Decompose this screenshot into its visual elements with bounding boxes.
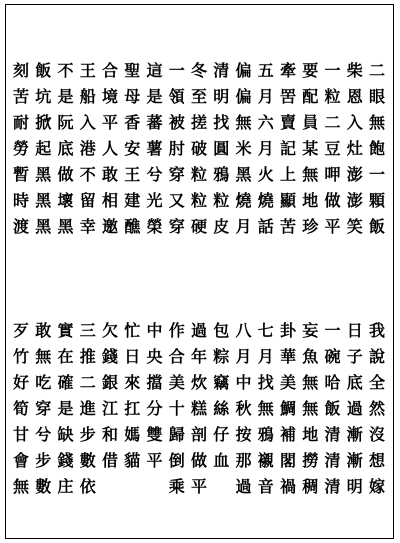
character: 禍 bbox=[279, 477, 296, 496]
character: 在 bbox=[57, 347, 74, 366]
character: 恩 bbox=[346, 87, 363, 106]
character: 粽 bbox=[213, 347, 230, 366]
character: 確 bbox=[57, 373, 74, 392]
character: 依 bbox=[79, 477, 96, 496]
character: 敢 bbox=[35, 321, 52, 340]
character: 中 bbox=[235, 373, 252, 392]
character: 黑 bbox=[57, 217, 74, 236]
character: 渡 bbox=[12, 217, 29, 236]
character: 中 bbox=[146, 321, 163, 340]
character: 缺 bbox=[57, 425, 74, 444]
character: 阮 bbox=[57, 113, 74, 132]
character: 清 bbox=[324, 451, 341, 470]
character: 碗 bbox=[324, 347, 341, 366]
character: 搓 bbox=[190, 113, 207, 132]
text-column bbox=[301, 58, 319, 240]
character: 話 bbox=[257, 217, 274, 236]
text-column bbox=[346, 58, 364, 240]
character: 平 bbox=[190, 477, 207, 496]
character: 底 bbox=[346, 373, 363, 392]
character: 呷 bbox=[324, 165, 341, 184]
character: 二 bbox=[79, 373, 96, 392]
character: 日 bbox=[124, 347, 141, 366]
character: 敢 bbox=[101, 165, 118, 184]
character: 數 bbox=[79, 451, 96, 470]
character: 無 bbox=[302, 399, 319, 418]
text-column bbox=[257, 318, 275, 500]
character: 襯 bbox=[257, 451, 274, 470]
character: 分 bbox=[146, 399, 163, 418]
character: 媽 bbox=[124, 425, 141, 444]
character: 想 bbox=[368, 451, 385, 470]
text-column bbox=[212, 58, 230, 240]
character: 米 bbox=[235, 139, 252, 158]
text-column bbox=[79, 58, 97, 240]
character: 平 bbox=[324, 217, 341, 236]
character: 配 bbox=[302, 87, 319, 106]
character: 粒 bbox=[213, 191, 230, 210]
character: 飯 bbox=[35, 61, 52, 80]
character: 港 bbox=[79, 139, 96, 158]
character: 幸 bbox=[79, 217, 96, 236]
character: 妄 bbox=[302, 321, 319, 340]
character: 人 bbox=[101, 139, 118, 158]
character: 飽 bbox=[368, 139, 385, 158]
character: 聖 bbox=[124, 61, 141, 80]
character: 作 bbox=[168, 321, 185, 340]
character: 二 bbox=[324, 113, 341, 132]
character: 掀 bbox=[35, 113, 52, 132]
character: 實 bbox=[57, 321, 74, 340]
character: 是 bbox=[57, 399, 74, 418]
text-column bbox=[279, 318, 297, 500]
character: 柴 bbox=[346, 61, 363, 80]
character: 平 bbox=[146, 451, 163, 470]
character: 粒 bbox=[190, 191, 207, 210]
character: 漸 bbox=[346, 425, 363, 444]
character: 魚 bbox=[302, 347, 319, 366]
character: 借 bbox=[101, 451, 118, 470]
character: 苦 bbox=[279, 217, 296, 236]
character: 清 bbox=[324, 425, 341, 444]
character: 好 bbox=[12, 373, 29, 392]
character: 我 bbox=[368, 321, 385, 340]
text-column bbox=[34, 318, 52, 500]
text-column bbox=[368, 58, 386, 240]
text-column bbox=[324, 318, 342, 500]
character: 十 bbox=[168, 399, 185, 418]
character: 過 bbox=[235, 477, 252, 496]
character: 顆 bbox=[368, 191, 385, 210]
character: 建 bbox=[124, 191, 141, 210]
character: 進 bbox=[79, 399, 96, 418]
text-column bbox=[324, 58, 342, 240]
character: 黑 bbox=[235, 165, 252, 184]
character: 上 bbox=[279, 165, 296, 184]
character: 領 bbox=[168, 87, 185, 106]
character: 無 bbox=[35, 347, 52, 366]
character: 筍 bbox=[12, 399, 29, 418]
character: 王 bbox=[124, 165, 141, 184]
character: 入 bbox=[79, 113, 96, 132]
character: 五 bbox=[257, 61, 274, 80]
character: 乘 bbox=[168, 477, 185, 496]
character: 和 bbox=[101, 425, 118, 444]
character: 澎 bbox=[346, 165, 363, 184]
character: 一 bbox=[324, 61, 341, 80]
text-column bbox=[368, 318, 386, 500]
character: 黑 bbox=[35, 191, 52, 210]
character: 一 bbox=[324, 321, 341, 340]
character: 穿 bbox=[35, 399, 52, 418]
character: 閣 bbox=[279, 451, 296, 470]
text-column bbox=[235, 58, 253, 240]
character: 卦 bbox=[279, 321, 296, 340]
character: 糕 bbox=[190, 399, 207, 418]
character: 笑 bbox=[346, 217, 363, 236]
text-column bbox=[235, 318, 253, 500]
character: 光 bbox=[146, 191, 163, 210]
character: 粒 bbox=[190, 165, 207, 184]
character: 冬 bbox=[190, 61, 207, 80]
character: 月 bbox=[235, 347, 252, 366]
character: 要 bbox=[302, 61, 319, 80]
character: 仔 bbox=[213, 425, 230, 444]
character: 安 bbox=[124, 139, 141, 158]
character: 平 bbox=[101, 113, 118, 132]
character: 罟 bbox=[279, 87, 296, 106]
character: 肘 bbox=[168, 139, 185, 158]
character: 澎 bbox=[346, 191, 363, 210]
character: 破 bbox=[190, 139, 207, 158]
character: 清 bbox=[324, 477, 341, 496]
character: 步 bbox=[35, 451, 52, 470]
character: 粒 bbox=[324, 87, 341, 106]
text-column bbox=[146, 58, 164, 240]
character: 清 bbox=[213, 61, 230, 80]
character: 擋 bbox=[146, 373, 163, 392]
character: 偏 bbox=[235, 87, 252, 106]
character: 鴉 bbox=[257, 425, 274, 444]
character: 找 bbox=[257, 373, 274, 392]
character: 找 bbox=[213, 113, 230, 132]
character: 日 bbox=[346, 321, 363, 340]
text-column bbox=[190, 318, 208, 500]
character: 月 bbox=[257, 347, 274, 366]
character: 鯛 bbox=[279, 399, 296, 418]
character: 勞 bbox=[12, 139, 29, 158]
character: 無 bbox=[368, 113, 385, 132]
character: 按 bbox=[235, 425, 252, 444]
character: 硬 bbox=[190, 217, 207, 236]
text-column bbox=[12, 318, 30, 500]
character: 過 bbox=[346, 399, 363, 418]
character: 庄 bbox=[57, 477, 74, 496]
character: 竹 bbox=[12, 347, 29, 366]
character: 絲 bbox=[213, 399, 230, 418]
text-column bbox=[346, 318, 364, 500]
character: 數 bbox=[35, 477, 52, 496]
text-column bbox=[57, 318, 75, 500]
character: 做 bbox=[190, 451, 207, 470]
character: 燒 bbox=[257, 191, 274, 210]
text-column bbox=[79, 318, 97, 500]
text-column bbox=[301, 318, 319, 500]
character: 珍 bbox=[302, 217, 319, 236]
character: 來 bbox=[124, 373, 141, 392]
character: 倒 bbox=[168, 451, 185, 470]
character: 錢 bbox=[57, 451, 74, 470]
character: 一 bbox=[168, 61, 185, 80]
character: 美 bbox=[168, 373, 185, 392]
character: 說 bbox=[368, 347, 385, 366]
character: 穿 bbox=[168, 217, 185, 236]
text-column bbox=[123, 58, 141, 240]
text-column bbox=[212, 318, 230, 500]
character: 是 bbox=[146, 87, 163, 106]
character: 苦 bbox=[12, 87, 29, 106]
character: 這 bbox=[146, 61, 163, 80]
character: 壞 bbox=[57, 191, 74, 210]
character: 飯 bbox=[368, 217, 385, 236]
character: 記 bbox=[279, 139, 296, 158]
character: 歸 bbox=[168, 425, 185, 444]
character: 賣 bbox=[279, 113, 296, 132]
character: 月 bbox=[257, 139, 274, 158]
character: 步 bbox=[79, 425, 96, 444]
character: 不 bbox=[79, 165, 96, 184]
character: 無 bbox=[302, 373, 319, 392]
text-column bbox=[190, 58, 208, 240]
text-column bbox=[57, 58, 75, 240]
character: 推 bbox=[79, 347, 96, 366]
character: 顯 bbox=[279, 191, 296, 210]
character: 銀 bbox=[101, 373, 118, 392]
character: 牽 bbox=[279, 61, 296, 80]
character: 刻 bbox=[12, 61, 29, 80]
text-column bbox=[101, 318, 119, 500]
character: 火 bbox=[257, 165, 274, 184]
text-column bbox=[101, 58, 119, 240]
character: 雙 bbox=[146, 425, 163, 444]
character: 偏 bbox=[235, 61, 252, 80]
character: 坑 bbox=[35, 87, 52, 106]
character: 二 bbox=[368, 61, 385, 80]
character: 底 bbox=[57, 139, 74, 158]
character: 秋 bbox=[235, 399, 252, 418]
character: 起 bbox=[35, 139, 52, 158]
character: 年 bbox=[190, 347, 207, 366]
character: 無 bbox=[302, 165, 319, 184]
character: 無 bbox=[257, 399, 274, 418]
character: 飯 bbox=[324, 399, 341, 418]
character: 香 bbox=[124, 113, 141, 132]
character: 血 bbox=[213, 451, 230, 470]
character: 撈 bbox=[302, 451, 319, 470]
character: 稠 bbox=[302, 477, 319, 496]
character: 華 bbox=[279, 347, 296, 366]
text-column bbox=[257, 58, 275, 240]
character: 穿 bbox=[168, 165, 185, 184]
character: 無 bbox=[12, 477, 29, 496]
text-column bbox=[12, 58, 30, 240]
character: 王 bbox=[79, 61, 96, 80]
character: 那 bbox=[235, 451, 252, 470]
character: 美 bbox=[279, 373, 296, 392]
character: 眼 bbox=[368, 87, 385, 106]
character: 做 bbox=[57, 165, 74, 184]
character: 境 bbox=[101, 87, 118, 106]
text-column bbox=[168, 58, 186, 240]
character: 八 bbox=[235, 321, 252, 340]
character: 地 bbox=[302, 191, 319, 210]
character: 三 bbox=[79, 321, 96, 340]
character: 豆 bbox=[324, 139, 341, 158]
character: 燒 bbox=[235, 191, 252, 210]
character: 忙 bbox=[124, 321, 141, 340]
character: 七 bbox=[257, 321, 274, 340]
character: 入 bbox=[346, 113, 363, 132]
character: 黑 bbox=[35, 165, 52, 184]
character: 兮 bbox=[35, 425, 52, 444]
character: 嫁 bbox=[368, 477, 385, 496]
character: 做 bbox=[324, 191, 341, 210]
character: 明 bbox=[346, 477, 363, 496]
character: 竊 bbox=[213, 373, 230, 392]
character: 一 bbox=[368, 165, 385, 184]
character: 剖 bbox=[190, 425, 207, 444]
character: 漸 bbox=[346, 451, 363, 470]
character: 母 bbox=[124, 87, 141, 106]
character: 榮 bbox=[146, 217, 163, 236]
character: 甘 bbox=[12, 425, 29, 444]
character: 吃 bbox=[35, 373, 52, 392]
character: 地 bbox=[302, 425, 319, 444]
character: 又 bbox=[168, 191, 185, 210]
character: 皮 bbox=[213, 217, 230, 236]
bottom-text-block bbox=[12, 318, 386, 500]
character: 灶 bbox=[346, 139, 363, 158]
text-column bbox=[34, 58, 52, 240]
character: 圓 bbox=[213, 139, 230, 158]
character: 欠 bbox=[101, 321, 118, 340]
character: 耐 bbox=[12, 113, 29, 132]
character: 醮 bbox=[124, 217, 141, 236]
character: 暫 bbox=[12, 165, 29, 184]
character: 至 bbox=[190, 87, 207, 106]
top-text-block bbox=[12, 58, 386, 240]
character: 錢 bbox=[101, 347, 118, 366]
character: 補 bbox=[279, 425, 296, 444]
character: 無 bbox=[235, 113, 252, 132]
character: 留 bbox=[79, 191, 96, 210]
character: 會 bbox=[12, 451, 29, 470]
character: 蕃 bbox=[146, 113, 163, 132]
character: 合 bbox=[168, 347, 185, 366]
character: 時 bbox=[12, 191, 29, 210]
character: 船 bbox=[79, 87, 96, 106]
character: 扛 bbox=[124, 399, 141, 418]
character: 合 bbox=[101, 61, 118, 80]
character: 全 bbox=[368, 373, 385, 392]
character: 員 bbox=[302, 113, 319, 132]
character: 音 bbox=[257, 477, 274, 496]
character: 某 bbox=[302, 139, 319, 158]
character: 不 bbox=[57, 61, 74, 80]
character: 然 bbox=[368, 399, 385, 418]
text-column bbox=[123, 318, 141, 500]
character: 歹 bbox=[12, 321, 29, 340]
character: 貓 bbox=[124, 451, 141, 470]
character: 哈 bbox=[324, 373, 341, 392]
character: 鴉 bbox=[213, 165, 230, 184]
character: 相 bbox=[101, 191, 118, 210]
character: 明 bbox=[213, 87, 230, 106]
character: 薯 bbox=[146, 139, 163, 158]
character: 沒 bbox=[368, 425, 385, 444]
character: 黑 bbox=[35, 217, 52, 236]
character: 被 bbox=[168, 113, 185, 132]
character: 兮 bbox=[146, 165, 163, 184]
character: 月 bbox=[257, 87, 274, 106]
character: 央 bbox=[146, 347, 163, 366]
character: 炊 bbox=[190, 373, 207, 392]
character: 子 bbox=[346, 347, 363, 366]
text-column bbox=[146, 318, 164, 500]
character: 邀 bbox=[101, 217, 118, 236]
text-column bbox=[279, 58, 297, 240]
character: 六 bbox=[257, 113, 274, 132]
character: 包 bbox=[213, 321, 230, 340]
character: 過 bbox=[190, 321, 207, 340]
character: 月 bbox=[235, 217, 252, 236]
text-column bbox=[168, 318, 186, 500]
character: 是 bbox=[57, 87, 74, 106]
character: 江 bbox=[101, 399, 118, 418]
